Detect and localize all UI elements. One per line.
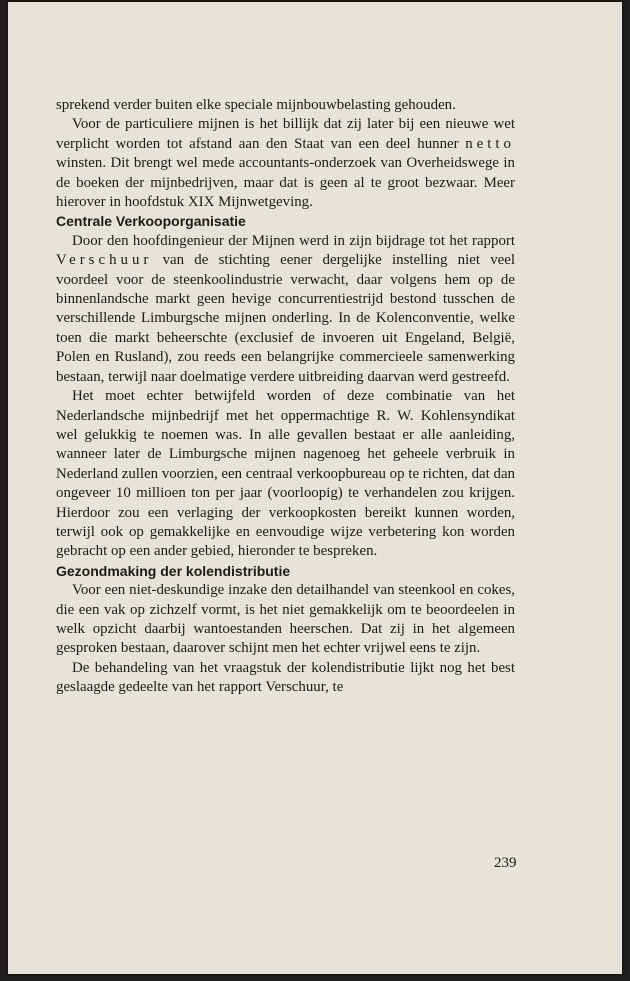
paragraph-text: van de stichting eener dergelijke instelling niet veel voordeel voor de steenkoolindustrie verwacht, daar volgens hem op de binnenlandsche markt geen hevige concurrentiestrijd bestond tusschen de verschillende Limburgsche mijnen onderling. In de Kolenconventie, welke toen die markt beheerschte (exclusief de invoeren uit Engeland, België, Polen en Rusland), zou reeds een belangrijke commercieele samenwerking bestaan, terwijl naar doelmatige verdere uitbreiding daarvan werd gestreefd. bbox=[56, 252, 515, 385]
paragraph: Het moet echter betwijfeld worden of deze combinatie van het Nederlandsche mijnbedrijf met het oppermachtige R. W. Kohlensyndikat wel gelukkig te noemen was. In alle gevallen bestaat er alle aanleiding, wanneer later de Limburgsche mijnen nagenoeg het geheele verbruik in Nederland zullen voorzien, een centraal verkoopbureau op te richten, dat dan ongeveer 10 millioen ton per jaar (voorloopig) te verhandelen zou krijgen. Hierdoor zou een verlaging der verkoopkosten bereikt kunnen worden, terwijl ook op gemakkelijke en eenvoudige wijze verbetering kon worden gebracht op een ander gebied, hieronder te bespreken. bbox=[56, 388, 515, 560]
emphasized-word: netto bbox=[465, 135, 515, 152]
page-number: 239 bbox=[494, 855, 517, 871]
section-heading: Centrale Verkooporganisatie bbox=[56, 213, 246, 230]
paragraph bbox=[56, 115, 515, 212]
emphasized-word: Verschuur bbox=[56, 252, 153, 269]
body-text bbox=[56, 96, 515, 698]
paragraph: sprekend verder buiten elke speciale mijnbouwbelasting gehouden. bbox=[56, 97, 456, 113]
book-page bbox=[8, 2, 622, 974]
paragraph-text: Door den hoofdingenieur der Mijnen werd in zijn bijdrage tot het rapport bbox=[72, 232, 515, 249]
paragraph bbox=[56, 232, 515, 387]
paragraph: Voor een niet-deskundige inzake den detailhandel van steenkool en cokes, die een vak op zichzelf vormt, is het niet gemakkelijk om te beoordeelen in welk opzicht daarbij wantoestanden heerschen. Dat zij in het algemeen gesproken bestaan, daarover schijnt men het echter vrijwel eens te zijn. bbox=[56, 582, 515, 657]
section-heading: Gezondmaking der kolendistributie bbox=[56, 562, 291, 579]
paragraph-text: winsten. Dit brengt wel mede accountants-onderzoek van Overheidswege in de boeken der mijnbedrijven, maar dat is geen al te groot bezwaar. Meer hierover in hoofdstuk XIX Mijnwetgeving. bbox=[56, 155, 515, 211]
paragraph: De behandeling van het vraagstuk der kolendistributie lijkt nog het best geslaagde gedeelte van het rapport Verschuur, te bbox=[56, 659, 515, 696]
paragraph-text: Voor de particuliere mijnen is het billijk dat zij later bij een nieuwe wet verplicht worden tot afstand aan den Staat van een deel hunner bbox=[56, 116, 515, 152]
